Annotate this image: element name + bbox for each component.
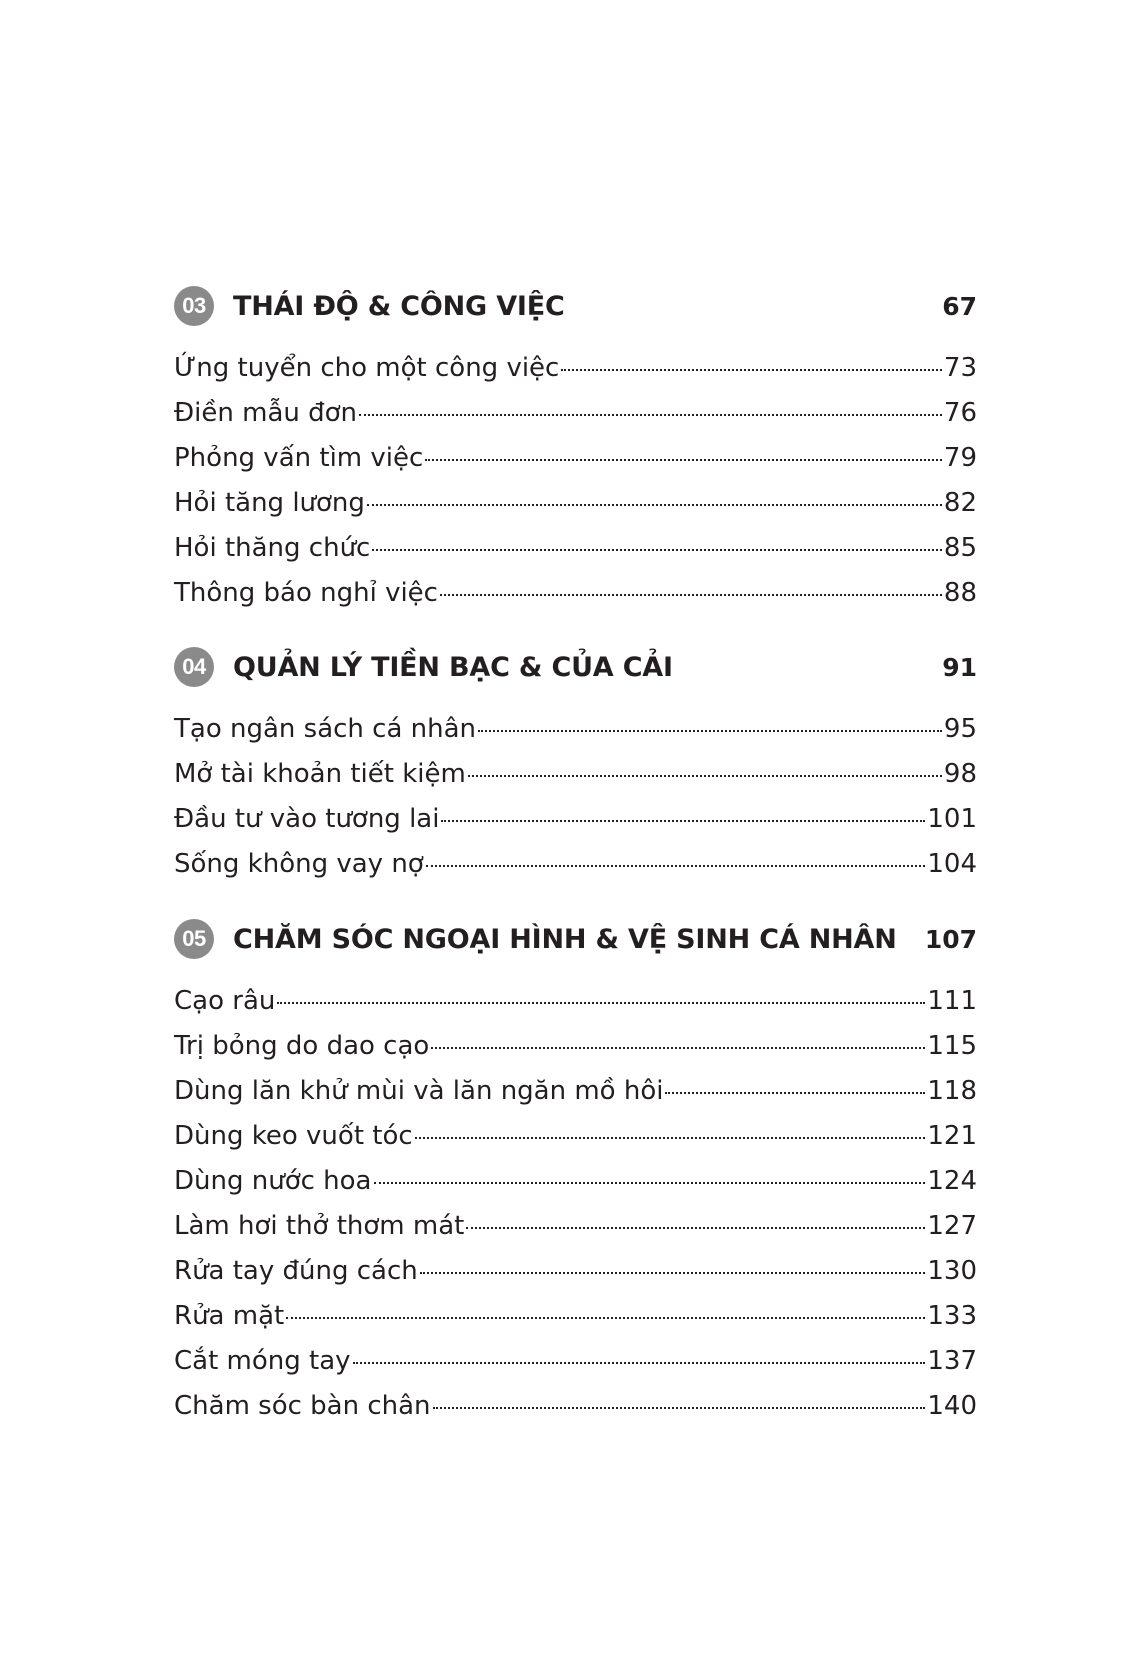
dot-leader xyxy=(440,594,942,596)
entry-page-number: 85 xyxy=(943,533,977,563)
entry-title: Hỏi thăng chức xyxy=(174,533,371,563)
dot-leader xyxy=(466,1227,925,1229)
toc-entry[interactable] xyxy=(174,801,977,837)
dot-leader xyxy=(372,549,942,551)
entry-page-number: 121 xyxy=(927,1121,977,1151)
entry-title: Dùng keo vuốt tóc xyxy=(174,1121,413,1151)
entry-page-number: 118 xyxy=(927,1076,977,1106)
entry-title: Điền mẫu đơn xyxy=(174,398,358,428)
entry-page-number: 130 xyxy=(927,1256,977,1286)
dot-leader xyxy=(468,775,942,777)
entry-title: Rửa mặt xyxy=(174,1301,285,1331)
entry-title: Chăm sóc bàn chân xyxy=(174,1391,431,1421)
section-header-04[interactable] xyxy=(174,645,977,689)
entry-title: Rửa tay đúng cách xyxy=(174,1256,418,1286)
entry-title: Dùng lăn khử mùi và lăn ngăn mồ hôi xyxy=(174,1076,664,1106)
toc-entry[interactable] xyxy=(174,756,977,792)
dot-leader xyxy=(374,1182,926,1184)
toc-entry[interactable] xyxy=(174,1253,977,1289)
toc-entry[interactable] xyxy=(174,350,977,386)
entry-page-number: 137 xyxy=(927,1346,977,1376)
dot-leader xyxy=(420,1272,926,1274)
toc-entry[interactable] xyxy=(174,846,977,882)
dot-leader xyxy=(277,1002,925,1004)
entry-page-number: 111 xyxy=(927,986,977,1016)
dot-leader xyxy=(561,369,942,371)
entry-title: Sống không vay nợ xyxy=(174,849,424,879)
dot-leader xyxy=(425,459,942,461)
table-of-contents xyxy=(174,0,977,1662)
toc-entry[interactable] xyxy=(174,395,977,431)
entry-title: Mở tài khoản tiết kiệm xyxy=(174,759,466,789)
dot-leader xyxy=(478,730,942,732)
dot-leader xyxy=(665,1092,925,1094)
entry-title: Thông báo nghỉ việc xyxy=(174,578,438,608)
section-number-badge: 04 xyxy=(174,647,214,687)
toc-entry[interactable] xyxy=(174,440,977,476)
entry-page-number: 98 xyxy=(943,759,977,789)
entry-title: Tạo ngân sách cá nhân xyxy=(174,714,477,744)
toc-entry[interactable] xyxy=(174,575,977,611)
toc-entry[interactable] xyxy=(174,1028,977,1064)
toc-entry[interactable] xyxy=(174,1343,977,1379)
toc-entry[interactable] xyxy=(174,1298,977,1334)
section-number-badge: 03 xyxy=(174,286,214,326)
entry-title: Dùng nước hoa xyxy=(174,1166,372,1196)
section-header-05[interactable] xyxy=(174,917,977,961)
section-page-number: 91 xyxy=(942,652,977,682)
entry-page-number: 101 xyxy=(927,804,977,834)
dot-leader xyxy=(426,865,926,867)
toc-entry[interactable] xyxy=(174,1118,977,1154)
dot-leader xyxy=(415,1137,926,1139)
section-title: QUẢN LÝ TIỀN BẠC & CỦA CẢI xyxy=(233,651,673,683)
dot-leader xyxy=(433,1407,926,1409)
entry-page-number: 115 xyxy=(927,1031,977,1061)
entry-page-number: 73 xyxy=(943,353,977,383)
toc-entry[interactable] xyxy=(174,1388,977,1424)
section-header-03[interactable] xyxy=(174,284,977,328)
section-number-badge: 05 xyxy=(174,919,214,959)
entry-page-number: 95 xyxy=(943,714,977,744)
toc-entry[interactable] xyxy=(174,711,977,747)
dot-leader xyxy=(431,1047,925,1049)
entry-page-number: 88 xyxy=(943,578,977,608)
entry-title: Phỏng vấn tìm việc xyxy=(174,443,424,473)
toc-entry[interactable] xyxy=(174,1073,977,1109)
entry-page-number: 133 xyxy=(927,1301,977,1331)
toc-entry[interactable] xyxy=(174,983,977,1019)
toc-entry[interactable] xyxy=(174,1208,977,1244)
entry-title: Hỏi tăng lương xyxy=(174,488,365,518)
entry-page-number: 82 xyxy=(943,488,977,518)
dot-leader xyxy=(359,414,942,416)
toc-entry[interactable] xyxy=(174,485,977,521)
entry-page-number: 76 xyxy=(943,398,977,428)
dot-leader xyxy=(286,1317,925,1319)
section-page-number: 67 xyxy=(942,291,977,321)
dot-leader xyxy=(441,820,925,822)
entry-title: Cắt móng tay xyxy=(174,1346,351,1376)
entry-page-number: 127 xyxy=(927,1211,977,1241)
dot-leader xyxy=(367,504,942,506)
dot-leader xyxy=(353,1362,926,1364)
entry-page-number: 79 xyxy=(943,443,977,473)
section-title: THÁI ĐỘ & CÔNG VIỆC xyxy=(233,290,565,322)
entry-title: Ứng tuyển cho một công việc xyxy=(174,353,560,383)
entry-title: Cạo râu xyxy=(174,986,276,1016)
entry-title: Làm hơi thở thơm mát xyxy=(174,1211,465,1241)
toc-entry[interactable] xyxy=(174,530,977,566)
entry-title: Đầu tư vào tương lai xyxy=(174,804,440,834)
section-title: CHĂM SÓC NGOẠI HÌNH & VỆ SINH CÁ NHÂN xyxy=(233,923,897,955)
section-page-number: 107 xyxy=(924,924,977,954)
entry-title: Trị bỏng do dao cạo xyxy=(174,1031,430,1061)
entry-page-number: 124 xyxy=(927,1166,977,1196)
entry-page-number: 140 xyxy=(927,1391,977,1421)
toc-entry[interactable] xyxy=(174,1163,977,1199)
entry-page-number: 104 xyxy=(927,849,977,879)
